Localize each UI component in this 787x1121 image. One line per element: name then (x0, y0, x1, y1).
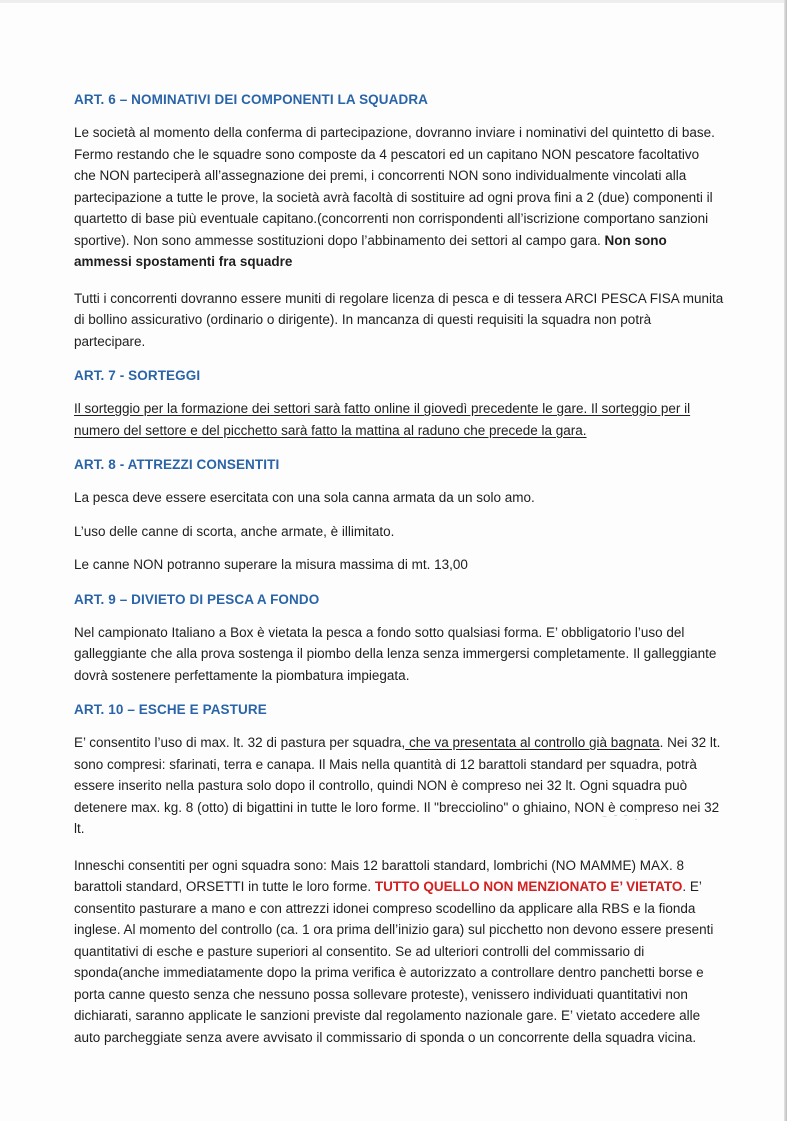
art6-paragraph-2: Tutti i concorrenti dovranno essere muniti di regolare licenza di pesca e di tessera ARCI PESCA FISA munita di bollino assicurativo (ordinario o dirigente). In mancanza di questi requisiti la squadra non potrà partecipare. (74, 290, 724, 349)
art10-paragraph-1-a: E’ consentito l’uso di max. lt. 32 di pastura per squadra, (74, 735, 406, 750)
art10-warning-text: TUTTO QUELLO NON MENZIONATO E’ VIETATO (374, 879, 683, 894)
art8-paragraph-3: Le canne NON potranno superare la misura massima di mt. 13,00 (74, 557, 468, 572)
art8-paragraph-2: L’uso delle canne di scorta, anche armate, è illimitato. (74, 523, 395, 539)
art7-paragraph-1: Il sorteggio per la formazione dei settori sarà fatto online il giovedì precedente le gare. Il sorteggio per il numero del settore e del picchetto sarà fatto la mattina al raduno che precede la gara. (74, 401, 691, 438)
art9-paragraph-1: Nel campionato Italiano a Box è vietata la pesca a fondo sotto qualsiasi forma. E’ obbligatorio l’uso del galleggiante che alla prova sostenga il piombo della lenza senza immergersi completamente. Il galleggiante dovrà sostenere perfettamente la piombatura impiegata. (74, 624, 717, 683)
art10-paragraph-1-underlined: che va presentata al controllo già bagnata (405, 735, 660, 750)
page-top-edge (0, 0, 787, 3)
scan-artifact-mark: ⁻ ˉ ˉ · (602, 814, 640, 825)
art8-heading: ART. 8 - ATTREZZI CONSENTITI (74, 457, 280, 472)
art6-paragraph-1-bold: Non sono ammessi spostamenti fra squadre (74, 232, 667, 269)
art6-heading: ART. 6 – NOMINATIVI DEI COMPONENTI LA SQUADRA (74, 92, 429, 107)
art10-paragraph-2-a: Inneschi consentiti per ogni squadra sono: Mais 12 barattoli standard, lombrichi (NO MAMME) MAX. 8 barattoli standard, ORSETTI in tutte le loro forme. (74, 857, 685, 894)
art6-paragraph-1-text: Le società al momento della conferma di partecipazione, dovranno inviare i nominativi del quintetto di base. Fermo restando che le squadre sono composte da 4 pescatori ed un capitano NON pescatore facoltativo che NON parteciperà all’assegnazione dei premi, i concorrenti NON sono individualmente vincolati alla partecipazione a tutte le prove, la società avrà facoltà di sostituire ad ogni prova fini a 2 (due) componenti il quartetto di base più eventuale capitano.(concorrenti non corrispondenti all’iscrizione comportano sanzioni sportive). Non sono ammesse sostituzioni dopo l’abbinamento dei settori al campo gara. (74, 125, 715, 248)
art7-heading: ART. 7 - SORTEGGI (74, 368, 201, 383)
art10-paragraph-2-b: . E’ consentito pasturare a mano e con attrezzi idonei compreso scodellino da applicare alla RBS e la fionda inglese. Al momento del controllo (ca. 1 ora prima dell’inizio gara) sul picchetto non devono essere presenti quantitativi di esche e pasture superiori al consentito. Se ad ulteriori controlli del commissario di sponda(anche immediatamente dopo la prima verifica è autorizzato a controllare dentro panchetti borse e porta canne questo senza che nessuno possa sollevare proteste), venissero individuati quantitativi non dichiarati, saranno applicate le sanzioni previste dal regolamento nazionale gare. E’ vietato accedere alle auto parcheggiate senza avere avvisato il commissario di sponda o un concorrente della squadra vicina. (74, 879, 714, 1045)
document-page (74, 92, 724, 1048)
art6-paragraph-1 (74, 122, 724, 273)
art10-paragraph-2 (74, 855, 724, 1049)
art9-heading: ART. 9 – DIVIETO DI PESCA A FONDO (74, 591, 320, 607)
art10-heading: ART. 10 – ESCHE E PASTURE (74, 702, 267, 717)
art10-paragraph-1-b: . Nei 32 lt. sono compresi: sfarinati, terra e canapa. Il Mais nella quantità di 12 barattoli standard per squadra, potrà essere inserito nella pastura solo dopo il controllo, quindi NON è compreso nei 32 lt. Ogni squadra può detenere max. kg. 8 (otto) di bigattini in tutte le loro forme. Il "brecciolino" o ghiaino, NON è compreso nei 32 lt. (74, 735, 721, 836)
art8-paragraph-1: La pesca deve essere esercitata con una sola canna armata da un solo amo. (74, 490, 535, 505)
